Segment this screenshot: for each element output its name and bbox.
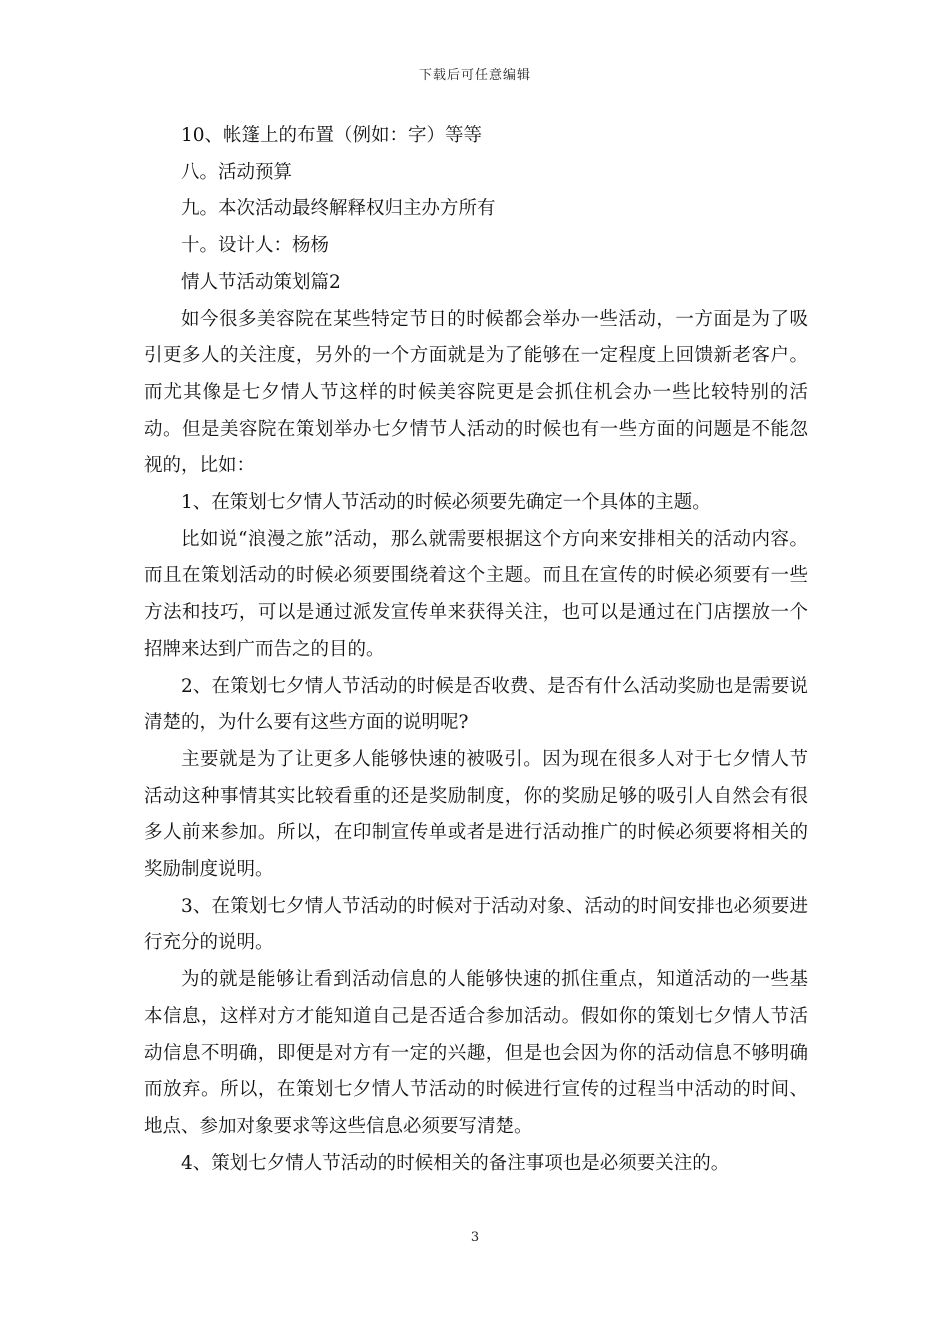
- article-title: 情人节活动策划篇2: [181, 271, 341, 293]
- list-item-tent-decoration: 10、帐篷上的布置（例如：字）等等: [181, 125, 483, 146]
- paragraph-intro: 如今很多美容院在某些特定节日的时候都会举办一些活动，一方面是为了吸引更多人的关注度，另外的一个方面就是为了能够在一定程度上回馈新老客户。而尤其像是七夕情人节这样的时候美容院更是会抓住机会办一些比较特别的活动。但是美容院在策划举办七夕情节人活动的时候也有一些方面的问题是不能忽视的，比如：: [144, 308, 808, 477]
- point-4-heading: 4、策划七夕情人节活动的时候相关的备注事项也是必须要关注的。: [181, 1152, 730, 1174]
- point-3-heading: 3、在策划七夕情人节活动的时候对于活动对象、活动的时间安排也必须要进行充分的说明。: [144, 895, 808, 954]
- page-header: 下载后可任意编辑: [418, 68, 531, 83]
- document-body: [144, 118, 808, 1182]
- point-2-heading: 2、在策划七夕情人节活动的时候是否收费、是否有什么活动奖励也是需要说清楚的，为什么要有这些方面的说明呢?: [144, 675, 808, 734]
- point-3-body: 为的就是能够让看到活动信息的人能够快速的抓住重点，知道活动的一些基本信息，这样对方才能知道自己是否适合参加活动。假如你的策划七夕情人节活动信息不明确，即便是对方有一定的兴趣，但是也会因为你的活动信息不够明确而放弃。所以，在策划七夕情人节活动的时候进行宣传的过程当中活动的时间、地点、参加对象要求等这些信息必须要写清楚。: [144, 969, 808, 1137]
- section-heading-interpretation: 九。本次活动最终解释权归主办方所有: [181, 198, 496, 220]
- section-heading-budget: 八。活动预算: [181, 161, 293, 183]
- point-1-heading: 1、在策划七夕情人节活动的时候必须要先确定一个具体的主题。: [181, 492, 711, 514]
- page-number: 3: [470, 1230, 480, 1245]
- point-2-body: 主要就是为了让更多人能够快速的被吸引。因为现在很多人对于七夕情人节活动这种事情其实比较看重的还是奖励制度，你的奖励足够的吸引人自然会有很多人前来参加。所以，在印制宣传单或者是进行活动推广的时候必须要将相关的奖励制度说明。: [144, 748, 808, 881]
- section-heading-designer: 十。设计人：杨杨: [181, 235, 330, 257]
- point-1-body: 比如说“浪漫之旅”活动，那么就需要根据这个方向来安排相关的活动内容。而且在策划活动的时候必须要围绕着这个主题。而且在宣传的时候必须要有一些方法和技巧，可以是通过派发宣传单来获得关注，也可以是通过在门店摆放一个招牌来达到广而告之的目的。: [144, 528, 808, 660]
